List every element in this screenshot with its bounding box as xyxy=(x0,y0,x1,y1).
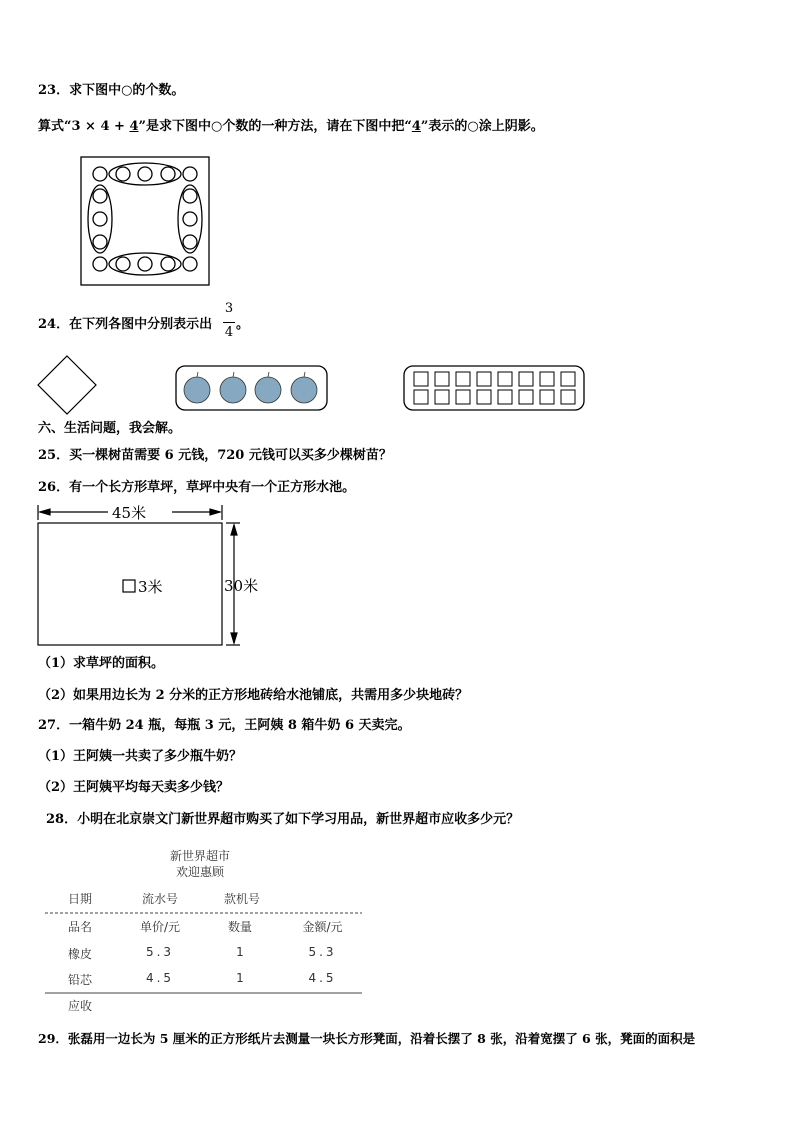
group-oval-left xyxy=(88,185,112,253)
q24-figures xyxy=(38,356,584,414)
q27-sub1: （1）王阿姨一共卖了多少瓶牛奶？ xyxy=(38,749,243,764)
fraction-denominator: 4 xyxy=(224,325,234,340)
q24-apples xyxy=(184,372,317,403)
circle[interactable] xyxy=(161,167,175,181)
receipt-header-price: 单价/元 xyxy=(139,920,181,934)
receipt-header-item: 品名 xyxy=(67,920,92,934)
q23-circle-figure xyxy=(81,157,209,285)
q23-underlined-4b: 4 xyxy=(411,119,421,134)
circle[interactable] xyxy=(116,257,130,271)
arrowhead xyxy=(231,525,237,535)
q23-body-mid: ”是求下图中○个数的一种方法，请在下图中把“ xyxy=(138,119,412,134)
small-square[interactable] xyxy=(561,390,575,404)
q23-frame xyxy=(81,157,209,285)
fraction-bar xyxy=(223,322,235,323)
receipt-row-amount: 4.5 xyxy=(308,971,337,985)
q28-title: 28．小明在北京崇文门新世界超市购买了如下学习用品，新世界超市应收多少元？ xyxy=(46,812,520,827)
pool-square xyxy=(123,580,135,592)
apple-icon[interactable] xyxy=(184,377,210,403)
arrowhead xyxy=(210,509,220,515)
apple-icon[interactable] xyxy=(220,377,246,403)
receipt-total-label: 应收 xyxy=(67,999,92,1013)
apple-icon[interactable] xyxy=(291,377,317,403)
q24-title-text: 24．在下列各图中分别表示出 xyxy=(38,317,213,332)
apple-icon[interactable] xyxy=(255,377,281,403)
q23-title: 23．求下图中○的个数。 xyxy=(38,83,185,98)
group-oval-right xyxy=(178,185,202,253)
q24-title xyxy=(38,316,212,334)
receipt-meta-date: 日期 xyxy=(67,892,92,906)
section6-title: 六、生活问题，我会解。 xyxy=(38,421,182,436)
small-square[interactable] xyxy=(456,372,470,386)
circle[interactable] xyxy=(138,167,152,181)
q26-sub2: （2）如果用边长为 2 分米的正方形地砖给水池铺底，共需用多少块地砖？ xyxy=(38,688,469,703)
receipt-header-amount: 金额/元 xyxy=(302,920,343,934)
q26-pool-label: 3米 xyxy=(138,578,163,596)
small-square[interactable] xyxy=(540,390,554,404)
receipt-header-qty: 数量 xyxy=(227,920,252,934)
circle[interactable] xyxy=(183,167,197,181)
q23-underlined-4: 4 xyxy=(129,119,139,134)
group-oval-bottom xyxy=(109,253,181,275)
lawn-rect xyxy=(38,523,222,645)
receipt-row-name: 铅芯 xyxy=(67,973,92,987)
q29-title: 29．张磊用一边长为 5 厘米的正方形纸片去测量一块长方形凳面，沿着长摆了 8 张，沿着宽摆了 6 张，凳面的面积是 xyxy=(38,1031,696,1046)
small-square[interactable] xyxy=(456,390,470,404)
receipt-row-qty: 1 xyxy=(236,945,244,959)
small-square[interactable] xyxy=(519,390,533,404)
receipt-store-name: 新世界超市 xyxy=(169,849,230,863)
circle[interactable] xyxy=(183,212,197,226)
q26-height-label: 30米 xyxy=(224,577,259,595)
receipt-row-price: 4.5 xyxy=(145,971,175,985)
receipt-meta-register: 款机号 xyxy=(223,892,260,906)
q27-sub2: （2）王阿姨平均每天卖多少钱？ xyxy=(38,780,230,795)
fraction-numerator: 3 xyxy=(224,301,234,316)
small-square[interactable] xyxy=(477,372,491,386)
receipt-row-price: 5.3 xyxy=(145,945,175,959)
circle[interactable] xyxy=(116,167,130,181)
circle[interactable] xyxy=(93,167,107,181)
q25-title: 25．买一棵树苗需要 6 元钱，720 元钱可以买多少棵树苗？ xyxy=(38,448,392,463)
q24-squares xyxy=(414,372,575,404)
q24-grid-box xyxy=(404,366,584,410)
circle[interactable] xyxy=(93,212,107,226)
small-square[interactable] xyxy=(435,372,449,386)
receipt-row-amount: 5.3 xyxy=(308,945,337,959)
small-square[interactable] xyxy=(540,372,554,386)
small-square[interactable] xyxy=(414,372,428,386)
arrowhead xyxy=(40,509,50,515)
q26-width-label: 45米 xyxy=(112,504,147,522)
q23-body-suffix: ”表示的○涂上阴影。 xyxy=(420,119,544,134)
circle[interactable] xyxy=(161,257,175,271)
circle[interactable] xyxy=(183,257,197,271)
small-square[interactable] xyxy=(477,390,491,404)
circle[interactable] xyxy=(93,189,107,203)
receipt-welcome: 欢迎惠顾 xyxy=(175,865,224,879)
q26-lawn-diagram xyxy=(38,505,240,645)
receipt-row-name: 橡皮 xyxy=(67,947,92,961)
circle[interactable] xyxy=(93,257,107,271)
arrowhead xyxy=(231,633,237,643)
q23-body-prefix: 算式“3 × 4 + xyxy=(38,119,130,134)
small-square[interactable] xyxy=(561,372,575,386)
receipt-meta-serial: 流水号 xyxy=(141,892,178,906)
small-square[interactable] xyxy=(435,390,449,404)
small-square[interactable] xyxy=(498,372,512,386)
q26-sub1: （1）求草坪的面积。 xyxy=(38,656,165,671)
small-square[interactable] xyxy=(519,372,533,386)
circle[interactable] xyxy=(93,235,107,249)
q26-title: 26．有一个长方形草坪，草坪中央有一个正方形水池。 xyxy=(38,480,356,495)
circle[interactable] xyxy=(183,235,197,249)
receipt-row-qty: 1 xyxy=(236,971,244,985)
small-square[interactable] xyxy=(414,390,428,404)
circle[interactable] xyxy=(183,189,197,203)
q27-title: 27．一箱牛奶 24 瓶，每瓶 3 元，王阿姨 8 箱牛奶 6 天卖完。 xyxy=(38,718,411,733)
q24-title-end: 。 xyxy=(236,317,250,332)
group-oval-top xyxy=(109,163,181,185)
small-square[interactable] xyxy=(498,390,512,404)
circle[interactable] xyxy=(138,257,152,271)
q24-diamond[interactable] xyxy=(38,356,96,414)
